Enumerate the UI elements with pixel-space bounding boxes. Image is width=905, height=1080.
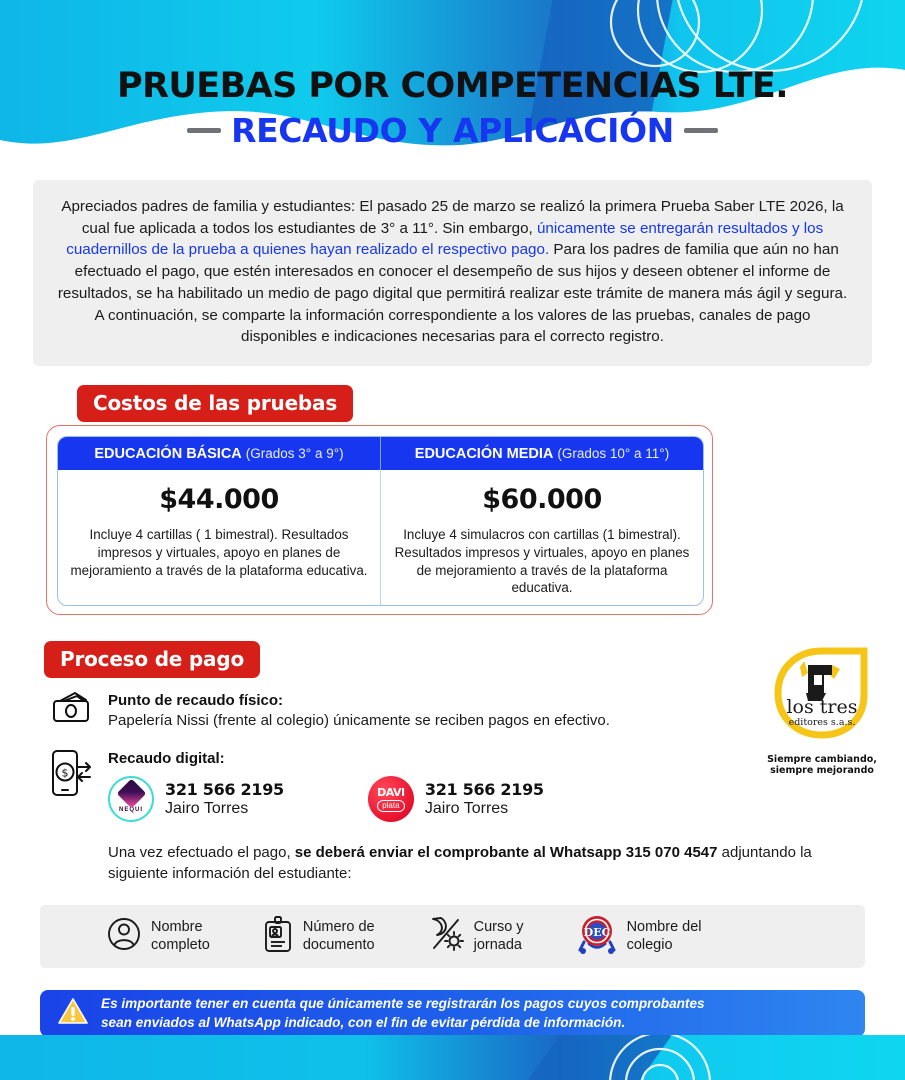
info-label-nombre-colegio (627, 919, 702, 954)
school-crest-icon (576, 912, 618, 961)
subtitle-dash-left (187, 128, 221, 133)
payment-physical-description: Papelería Nissi (frente al colegio) únicamente se reciben pagos en efectivo. (108, 712, 610, 730)
costs-cell-media (381, 470, 703, 606)
costs-section-badge-wrap (77, 385, 353, 422)
nequi-diamond-shape (116, 779, 146, 809)
id-card-icon (262, 915, 294, 958)
payment-physical-text (108, 690, 610, 732)
nequi-contact-info (165, 780, 284, 818)
svg-text:$: $ (61, 766, 69, 780)
costs-price-media: $60.000 (482, 484, 602, 515)
info-item-nombre-completo (106, 916, 210, 957)
costs-table-body (58, 470, 703, 606)
costs-section-badge: Costos de las pruebas (77, 385, 353, 422)
info-label-line1: Nombre (151, 919, 203, 936)
daviplata-logo-icon (368, 776, 414, 822)
publisher-tagline (762, 755, 882, 777)
warning-text-line2: sean enviados al WhatsApp indicado, con el fin de evitar pérdida de información. (101, 1014, 626, 1030)
costs-desc-basica: Incluye 4 cartillas ( 1 bimestral). Resultados impresos y virtuales, apoyo en planes de mejoramiento a través de la plataforma educativa. (70, 527, 368, 578)
costs-header-basica (58, 437, 381, 470)
warning-text (101, 995, 705, 1032)
payment-digital-label: Recaudo digital: (108, 750, 225, 767)
costs-desc-media: Incluye 4 simulacros con cartillas (1 bimestral). Resultados impresos y virtuales, apoyo en planes de mejoramiento a través de la plataforma educativa. (394, 527, 690, 596)
daviplata-contact-info (425, 780, 544, 818)
costs-header-media (381, 437, 703, 470)
whatsapp-note-part1: Una vez efectuado el pago, (108, 844, 295, 861)
page-title-block (0, 68, 905, 150)
publisher-tagline-line1: Siempre cambiando, (767, 754, 877, 765)
info-label-nombre-completo (151, 919, 210, 954)
info-label-line1: Curso y (473, 919, 524, 936)
payment-digital-row (48, 748, 748, 822)
page-subtitle-row (0, 111, 905, 150)
intro-text-part2: Para los padres de familia que aún no han efectuado el pago, que estén interesados en conocer el desempeño de sus hijos y deseen obtener el informe de resultados, se ha habilitado un medio de pago digital que permitirá realizar este trámite de manera más ágil y segura. A continuación, se comparte la información correspondiente a los valores de las pruebas, canales de pago disponibles e indicaciones necesarias para el correcto registro. (57, 241, 848, 346)
los-tres-editores-logo-icon (768, 645, 876, 745)
wallet-list (108, 776, 544, 822)
payment-digital-text (108, 748, 544, 822)
info-label-numero-documento (303, 919, 375, 954)
whatsapp-instruction (108, 842, 848, 885)
costs-cell-basica (58, 470, 381, 606)
info-item-curso-jornada (427, 915, 524, 958)
info-label-line2: documento (302, 936, 375, 953)
mobile-payment-icon (48, 748, 96, 822)
costs-header-basica-title: EDUCACIÓN BÁSICA (94, 445, 242, 462)
intro-text-part1: Apreciados padres de familia y estudiantes: El pasado 25 de marzo se realizó la primera Prueba Saber LTE 2026, la cual fue aplicada a todos los estudiantes de 3° a 11°. Sin embargo, (61, 198, 844, 237)
intro-paragraph (33, 180, 872, 366)
costs-header-media-title: EDUCACIÓN MEDIA (414, 445, 554, 462)
info-label-line2: colegio (626, 936, 673, 953)
daviplata-wordmark-bottom: plata (377, 800, 404, 812)
info-item-numero-documento (262, 915, 375, 958)
nequi-phone: 321 566 2195 (165, 780, 284, 800)
publisher-name-line2: editores s.a.s. (788, 717, 856, 728)
whatsapp-note-bold: se deberá enviar el comprobante al Whatsapp 315 070 4547 (294, 844, 718, 861)
warning-banner (40, 990, 865, 1037)
svg-text:DEC: DEC (583, 926, 610, 939)
costs-table-header (58, 437, 703, 470)
page-subtitle: RECAUDO Y APLICACIÓN (231, 110, 674, 150)
payment-section-badge: Proceso de pago (44, 641, 260, 678)
info-label-line2: jornada (473, 936, 522, 953)
page-title: PRUEBAS POR COMPETENCIAS LTE. (117, 66, 788, 106)
whatsapp-note-part2: adjuntando la siguiente información del estudiante: (108, 844, 812, 883)
payment-physical-row (48, 690, 748, 732)
wallet-nequi[interactable] (108, 776, 284, 822)
costs-table (57, 436, 704, 606)
info-item-nombre-colegio (576, 912, 702, 961)
moon-sun-icon (427, 915, 465, 958)
nequi-wordmark: NEQUI (118, 807, 143, 814)
daviplata-wordmark-top: DAVI (377, 785, 405, 799)
costs-header-basica-grades: (Grados 3° a 9°) (245, 446, 344, 461)
info-label-curso-jornada (474, 919, 524, 954)
daviplata-holder: Jairo Torres (424, 800, 509, 818)
subtitle-dash-right (684, 128, 718, 133)
wallet-daviplata[interactable] (368, 776, 544, 822)
info-label-line1: Nombre del (626, 919, 702, 936)
intro-highlight: únicamente se entregarán resultados y los cuadernillos de la prueba a quienes hayan realizado el respectivo pago. (66, 219, 824, 259)
nequi-holder: Jairo Torres (165, 800, 249, 818)
student-info-strip (40, 905, 865, 968)
warning-text-line1: Es importante tener en cuenta que únicamente se registrarán los pagos cuyos comprobantes (101, 996, 705, 1012)
user-icon (106, 916, 142, 957)
info-label-line1: Número de (302, 919, 375, 936)
costs-table-outer (46, 425, 713, 615)
warning-triangle-icon (58, 997, 88, 1030)
publisher-logo-block (762, 645, 882, 777)
publisher-name-line1: los tres (786, 696, 858, 718)
publisher-tagline-line2: siempre mejorando (770, 764, 874, 776)
info-label-line2: completo (151, 936, 210, 953)
footer-decorative-wave (0, 1035, 905, 1080)
payment-physical-label: Punto de recaudo físico: (108, 692, 284, 709)
daviplata-phone: 321 566 2195 (424, 780, 544, 800)
nequi-logo-icon (108, 776, 154, 822)
cash-wallet-icon (48, 690, 96, 732)
costs-price-basica: $44.000 (159, 484, 279, 515)
costs-header-media-grades: (Grados 10° a 11°) (557, 446, 670, 461)
payment-section-badge-wrap (44, 641, 260, 678)
